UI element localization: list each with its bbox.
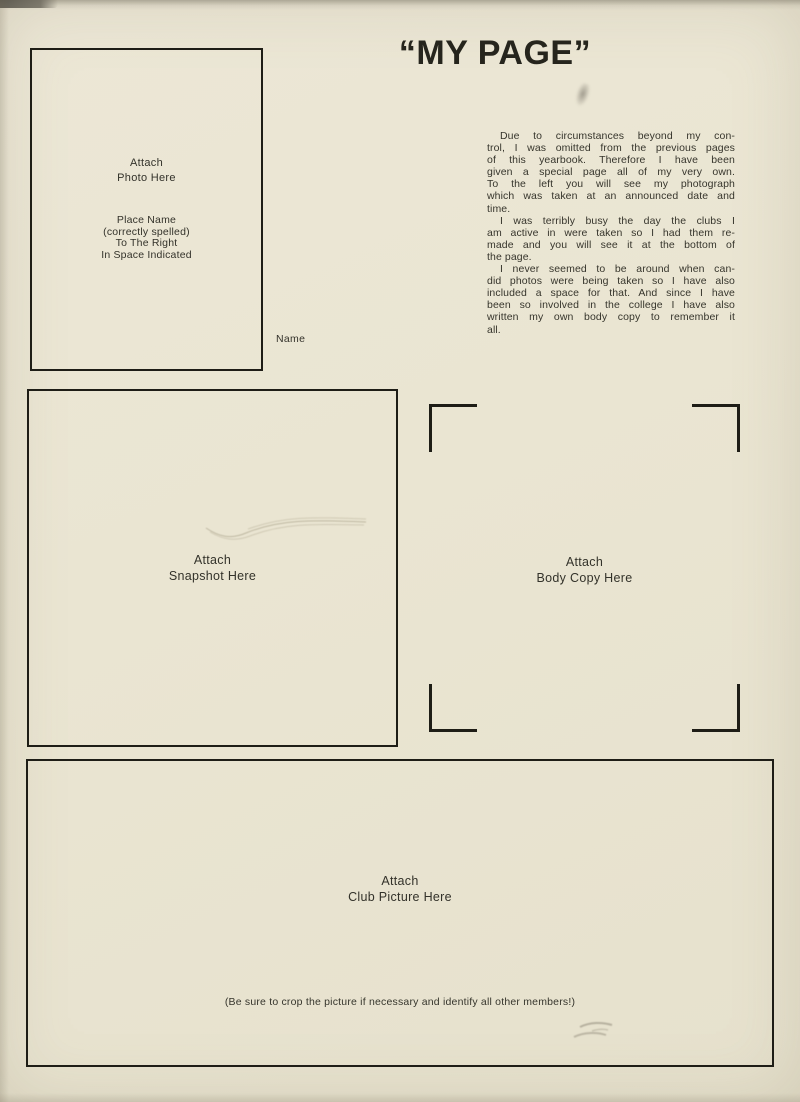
crop-bracket-bottom-left [429,684,477,732]
scan-edge-top [0,0,800,10]
photo-attach-box [30,48,263,371]
text-line: I was terribly busy the day the clubs I [500,214,735,227]
text-line: all. [487,323,501,336]
text-line: did photos were being taken so I have also [487,275,735,288]
club-box-caption: (Be sure to crop the picture if necessary and identify all other members!) [224,996,576,1008]
text-line: time. [487,202,511,215]
text-line: which was taken at an announced date and [487,190,735,203]
scan-edge-bottom [0,1093,800,1102]
crop-bracket-top-left [429,404,477,452]
text-line: Place Name [116,214,177,226]
text-line: made and you will see it at the bottom of [487,238,735,251]
photo-box-instructions [30,215,263,261]
club-box-label [26,874,774,905]
page-title: “MY PAGE” [398,34,592,72]
paper-crease [200,508,380,550]
paragraph-1 [487,130,735,215]
paragraph-2 [487,215,735,263]
body-copy-label-line2: Body Copy Here [536,570,633,585]
intro-text [487,130,735,336]
text-line: am active in were taken so I had them re- [487,226,735,239]
club-label-line2: Club Picture Here [348,889,452,904]
text-line: Due to circumstances beyond my con- [500,130,735,142]
text-line: To The Right [115,237,178,250]
text-line: included a space for that. And since I have [487,287,735,300]
text-line: given a special page all of my very own. [487,166,735,179]
photo-label-line1: Attach [130,157,163,169]
pencil-smudge [570,1016,626,1048]
text-line: been so involved in the college I have also [487,299,735,312]
crop-bracket-bottom-right [692,684,740,732]
text-line: trol, I was omitted from the previous pages [487,142,735,155]
club-label-line1: Attach [381,874,419,888]
club-picture-attach-box [26,759,774,1067]
text-line: written my own body copy to remember it [487,311,735,324]
text-line: I never seemed to be around when can- [500,263,735,276]
text-line: (correctly spelled) [103,225,190,238]
snapshot-box-label [27,553,398,584]
snapshot-label-line2: Snapshot Here [168,568,257,583]
body-copy-area-label [429,555,740,586]
text-line: the page. [487,250,532,263]
ink-smudge [573,82,593,109]
crop-bracket-top-right [692,404,740,452]
photo-label-line2: Photo Here [117,172,176,184]
text-line: To the left you will see my photograph [487,178,735,191]
text-line: In Space Indicated [101,248,192,261]
text-line: of this yearbook. Therefore I have been [487,154,735,167]
snapshot-label-line1: Attach [193,553,232,567]
scan-edge-left [0,0,9,1102]
paragraph-3 [487,263,735,336]
name-field-label: Name [276,333,306,345]
photo-box-label [30,156,263,186]
body-copy-label-line1: Attach [565,555,604,569]
